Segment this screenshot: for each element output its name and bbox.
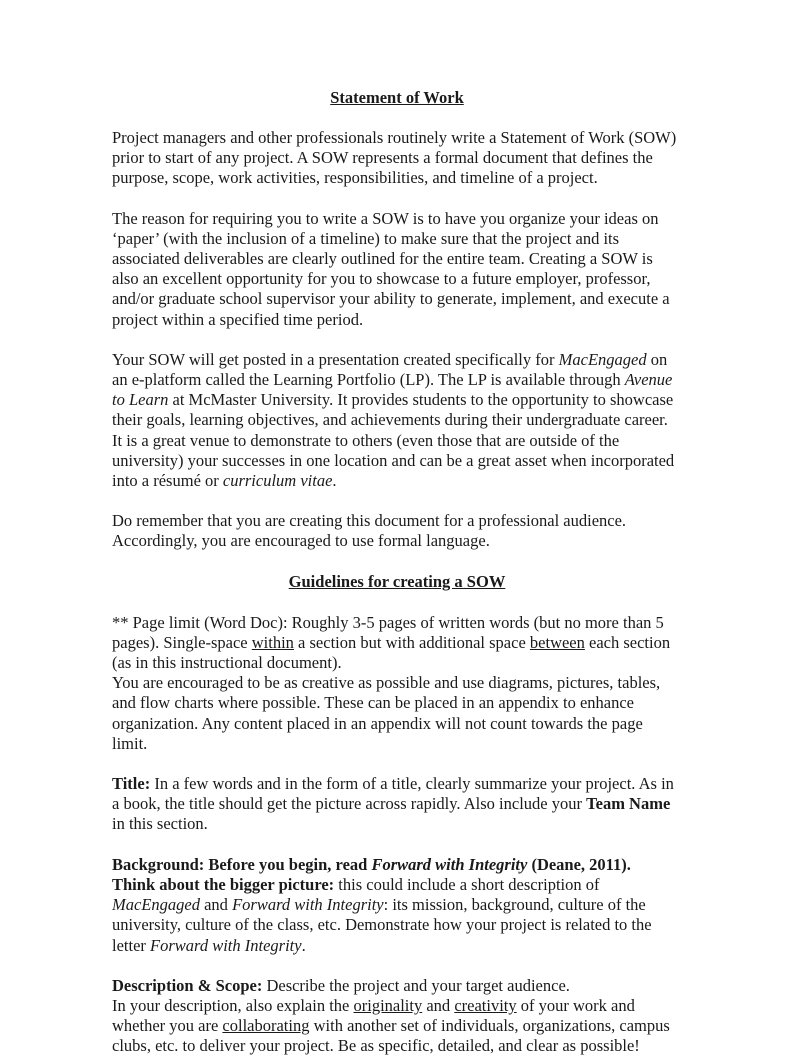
description-run5: and [422,995,455,1015]
paragraph-reason-text: The reason for requiring you to write a SOW is to have you organize your ideas on ‘paper’ (with the inclusion of a timeline) to make sure that the project and its associated deliverables are clearly outlined for the entire team. Creating a SOW is also an excellent opportunity for you to showcase to a future employer, professor, and/or graduate school supervisor your ability to generate, implement, and execute a project within a specified time period. [112,208,670,329]
background-run5: this could include a short description of [334,874,600,894]
paragraph-background-heading [112,855,682,875]
paragraph-audience-text: Do remember that you are creating this document for a professional audience. Accordingly, you are encouraged to use formal language. [112,511,627,551]
paragraph-intro-text: Project managers and other professionals routinely write a Statement of Work (SOW) prior to start of any project. A SOW represents a formal document that defines the purpose, scope, work activities, responsibilities, and timeline of a project. [112,128,677,188]
spacer [112,108,682,128]
title-section-run4: in this section. [112,814,208,834]
background-macengaged-italic: MacEngaged [112,895,200,915]
page-limit-run1: ** Page limit (Word Doc): Roughly 3-5 pages of written words (but no more than 5 pages). Single-space [112,612,664,652]
background-think-bigger-picture-label: Think about the bigger picture: [112,874,335,894]
title-section-label: Title: [112,774,151,794]
spacer [112,552,682,572]
posting-avenue-to-learn-italic: Avenue to Learn [112,370,673,410]
posting-macengaged-italic: MacEngaged [558,349,647,369]
posting-run5: at McMaster University. It provides students to the opportunity to showcase their goals, learning objectives, and achievements during their undergraduate career. It is a great venue to demonstrate to others (even those that are outside of the university) your successes in one location and can be a great asset when incorporated into a résumé or [112,390,675,491]
description-run2: Describe the project and your target audience. [262,975,570,995]
description-run9: with another set of individuals, organizations, campus clubs, etc. to deliver your project. Be as specific, detailed, and clear as possible! [112,1016,670,1056]
posting-run3: on an e-platform called the Learning Portfolio (LP). The LP is available through [112,349,668,390]
background-section-label: Background: Before you begin, read [112,854,372,874]
spacer [112,956,682,976]
paragraph-posting [112,350,682,491]
title-section-run2: In a few words and in the form of a title, clearly summarize your project. As in a book, the title should get the picture across rapidly. Also include your [112,774,674,814]
page-limit-between-underline: between [529,632,585,652]
description-originality-underline: originality [353,995,423,1015]
guidelines-heading-text: Guidelines for creating a SOW [288,571,506,591]
background-run7: and [199,895,233,915]
paragraph-page-limit [112,613,682,674]
background-fwi-italic-1: Forward with Integrity [232,895,384,915]
background-fwi-italic-2: Forward with Integrity [150,935,302,955]
description-run7: of your work and whether you are [112,995,635,1036]
paragraph-description-body [112,996,682,1057]
spacer [112,835,682,855]
posting-run1: Your SOW will get posted in a presentation created specifically for [112,349,559,369]
description-run3: In your description, also explain the [112,995,354,1015]
description-scope-label: Description & Scope: [112,975,263,995]
description-creativity-underline: creativity [454,995,517,1015]
spacer [112,754,682,774]
posting-run7: . [332,471,337,491]
paragraph-title-section [112,774,682,835]
posting-curriculum-vitae-italic: curriculum vitae [222,471,333,491]
background-run11: . [301,935,306,955]
title-section-team-name-bold: Team Name [586,794,671,814]
paragraph-description-heading [112,976,682,996]
guidelines-heading [112,572,682,592]
paragraph-creative [112,673,682,754]
page-title-text: Statement of Work [330,88,464,107]
paragraph-intro [112,128,682,189]
paragraph-reason [112,209,682,330]
background-fwi-bold-italic: Forward with Integrity [371,854,528,874]
background-deane-citation: (Deane, 2011). [527,854,631,874]
background-run9: : its mission, background, culture of the university, culture of the class, etc. Demonstrate how your project is related to the letter [112,895,652,955]
spacer [112,592,682,613]
description-collaborating-underline: collaborating [222,1016,310,1036]
page-limit-within-underline: within [251,632,294,652]
page-limit-run5: each section (as in this instructional document). [112,632,671,673]
spacer [112,491,682,511]
spacer [112,330,682,350]
spacer [112,189,682,209]
page-limit-run3: a section but with additional space [293,632,530,652]
paragraph-creative-text: You are encouraged to be as creative as possible and use diagrams, pictures, tables, and flow charts where possible. These can be placed in an appendix to enhance organization. Any content placed in an appendix will not count towards the page limit. [112,673,661,753]
paragraph-audience [112,511,682,551]
document-body [112,88,682,1057]
page-title [112,88,682,108]
paragraph-background-body [112,875,682,956]
